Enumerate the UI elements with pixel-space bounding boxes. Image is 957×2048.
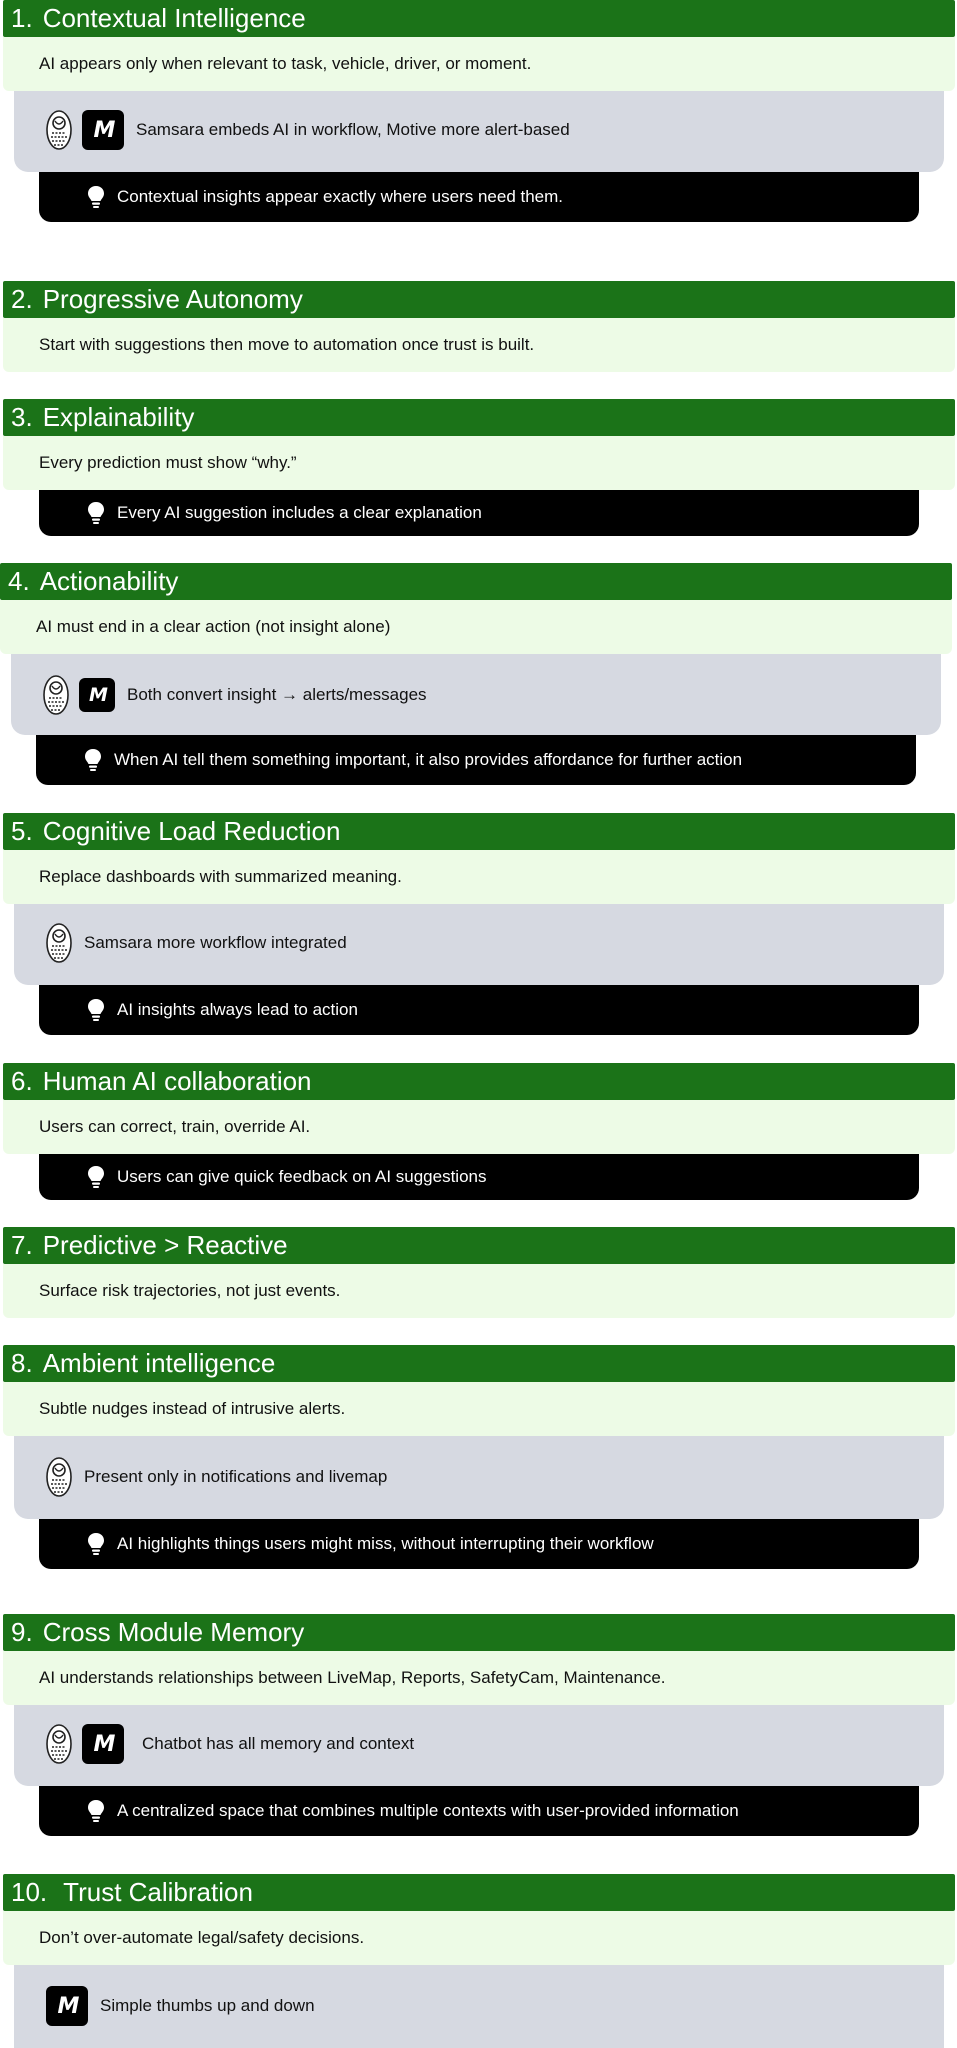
section-description: [3, 37, 955, 91]
section-header: [0, 563, 952, 600]
platform-note: Samsara embeds AI in workflow, Motive more alert-based: [136, 120, 570, 139]
section-description: [3, 1911, 955, 1965]
section-title: Human AI collaboration: [42, 1066, 312, 1096]
tip-text: A centralized space that combines multiple contexts with user-provided information: [117, 1801, 739, 1820]
lightbulb-icon: [87, 1165, 105, 1189]
platform-comparison: [14, 893, 944, 985]
motive-logo-text: M: [93, 1731, 113, 1757]
section-description: [3, 1382, 955, 1436]
lightbulb-icon: [87, 185, 105, 209]
platform-note: Chatbot has all memory and context: [142, 1734, 415, 1753]
platform-comparison: [14, 1425, 944, 1519]
insight-tip: [39, 1154, 919, 1200]
motive-logo-icon: [82, 110, 124, 150]
section-header: [3, 1345, 955, 1382]
section-header: [3, 399, 955, 436]
platform-row: [46, 1457, 387, 1497]
section-number: 10.: [11, 1877, 48, 1907]
section-header: [3, 0, 955, 37]
insight-tip: [39, 1786, 919, 1836]
description-text: Don’t over-automate legal/safety decisions.: [39, 1928, 365, 1947]
platform-comparison: [14, 1694, 944, 1786]
platform-note: Both convert insight → alerts/messages: [127, 685, 427, 704]
lightbulb-icon: [84, 748, 102, 772]
owl-icon: [46, 1724, 72, 1764]
section-number: 5.: [11, 816, 33, 846]
section-title: Progressive Autonomy: [42, 284, 303, 314]
tip-text: When AI tell them something important, it also provides affordance for further action: [114, 750, 743, 769]
tip-text: Contextual insights appear exactly where users need them.: [117, 187, 564, 206]
section-number: 4.: [8, 566, 30, 596]
platform-note: Samsara more workflow integrated: [84, 933, 347, 952]
section-description: [3, 318, 955, 372]
tip-text: AI highlights things users might miss, without interrupting their workflow: [117, 1534, 654, 1553]
section-description: [3, 1264, 955, 1318]
platform-note: Simple thumbs up and down: [100, 1996, 315, 2015]
description-text: Users can correct, train, override AI.: [39, 1117, 311, 1136]
tip-text: Users can give quick feedback on AI suggestions: [117, 1167, 487, 1186]
section-title: Ambient intelligence: [42, 1348, 276, 1378]
lightbulb-icon: [87, 998, 105, 1022]
platform-row: [46, 1724, 414, 1764]
section-title: Contextual Intelligence: [42, 3, 306, 33]
owl-icon: [46, 110, 72, 150]
platform-comparison: [11, 643, 941, 735]
section-number: 7.: [11, 1230, 33, 1260]
insight-tip: [39, 1519, 919, 1569]
tip-text: AI insights always lead to action: [117, 1000, 358, 1019]
owl-icon: [46, 1457, 72, 1497]
section-title: Cognitive Load Reduction: [42, 816, 341, 846]
section-header: [3, 1614, 955, 1651]
insight-tip: [39, 490, 919, 536]
section-number: 2.: [11, 284, 33, 314]
section-description: [3, 1651, 955, 1705]
section-number: 9.: [11, 1617, 33, 1647]
description-text: Replace dashboards with summarized meaning.: [39, 867, 402, 886]
description-text: AI appears only when relevant to task, vehicle, driver, or moment.: [39, 54, 532, 73]
section-title: Predictive > Reactive: [42, 1230, 288, 1260]
motive-logo-icon: [79, 678, 115, 712]
lightbulb-icon: [87, 1532, 105, 1556]
tip-text: Every AI suggestion includes a clear explanation: [117, 503, 482, 522]
section-title: Explainability: [42, 402, 195, 432]
lightbulb-icon: [87, 501, 105, 525]
motive-logo-text: M: [89, 684, 105, 706]
section-description: [3, 1100, 955, 1154]
platform-note: Present only in notifications and livemap: [84, 1467, 388, 1486]
motive-logo-text: M: [57, 1993, 77, 2019]
section-header: [3, 281, 955, 318]
section-number: 6.: [11, 1066, 33, 1096]
insight-tip: [39, 172, 919, 222]
insight-tip: [36, 735, 916, 785]
owl-icon: [43, 675, 69, 715]
insight-tip: [39, 985, 919, 1035]
section-header: [3, 1227, 955, 1264]
section-number: 8.: [11, 1348, 33, 1378]
platform-row: [46, 923, 347, 963]
section-title: Trust Calibration: [63, 1877, 253, 1907]
section-title: Cross Module Memory: [42, 1617, 305, 1647]
platform-comparison: [14, 80, 944, 172]
description-text: Subtle nudges instead of intrusive alerts.: [39, 1399, 346, 1418]
platform-row: [46, 1986, 315, 2026]
section-number: 3.: [11, 402, 33, 432]
lightbulb-icon: [87, 1799, 105, 1823]
motive-logo-icon: [46, 1986, 88, 2026]
section-number: 1.: [11, 3, 33, 33]
motive-logo-icon: [82, 1724, 124, 1764]
platform-row: [43, 675, 427, 715]
platform-comparison: [14, 1954, 944, 2048]
motive-logo-text: M: [93, 117, 113, 143]
description-text: Every prediction must show “why.”: [39, 453, 297, 472]
description-text: Surface risk trajectories, not just events.: [39, 1281, 341, 1300]
description-text: AI understands relationships between LiveMap, Reports, SafetyCam, Maintenance.: [39, 1668, 666, 1687]
section-description: [3, 850, 955, 904]
description-text: Start with suggestions then move to automation once trust is built.: [39, 335, 535, 354]
section-description: [3, 436, 955, 490]
section-description: [0, 600, 952, 654]
platform-row: [46, 110, 570, 150]
owl-icon: [46, 923, 72, 963]
section-header: [3, 1063, 955, 1100]
section-header: [3, 813, 955, 850]
description-text: AI must end in a clear action (not insight alone): [36, 617, 391, 636]
section-title: Actionability: [39, 566, 179, 596]
section-header: [3, 1874, 955, 1911]
